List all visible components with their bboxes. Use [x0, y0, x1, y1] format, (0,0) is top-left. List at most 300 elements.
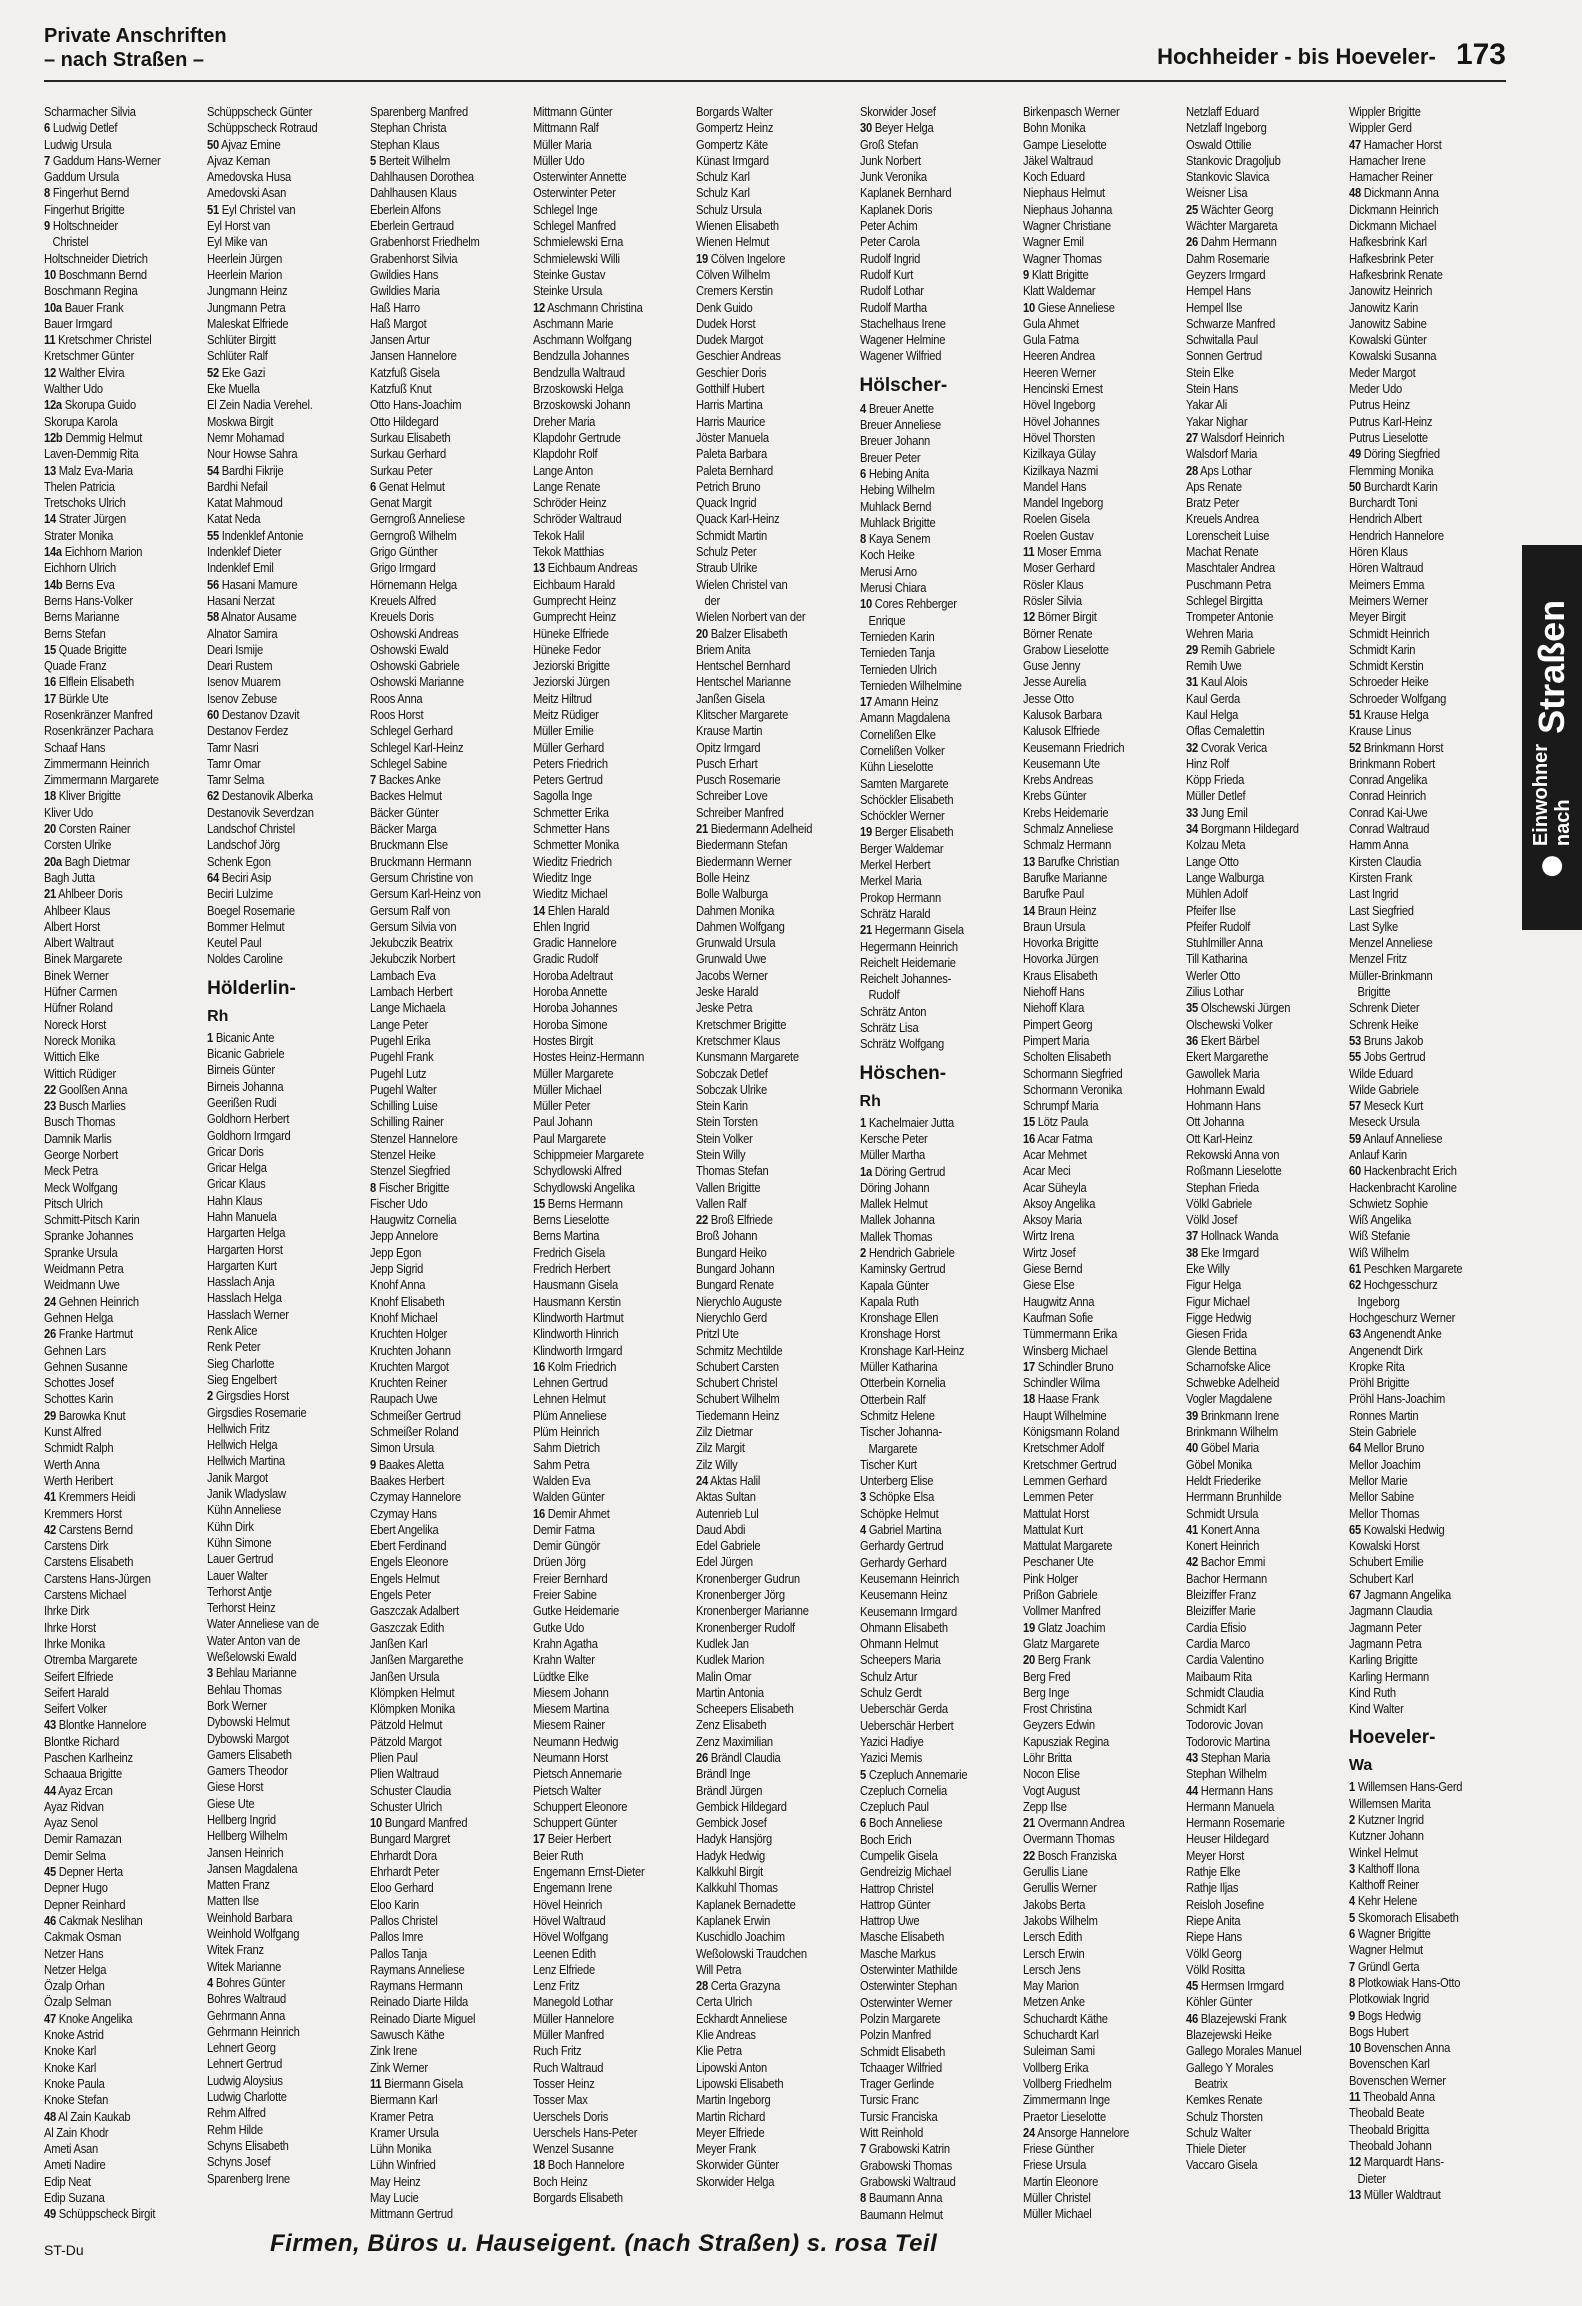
resident-entry: Aschmann Wolfgang: [533, 332, 632, 348]
resident-entry: 42 Bachor Emmi: [1185, 1554, 1265, 1570]
resident-entry: Rosenkränzer Pachara: [44, 723, 154, 739]
district-code: Rh: [207, 1007, 229, 1025]
resident-entry: 14 Strater Jürgen: [44, 511, 127, 527]
resident-entry: Strater Monika: [44, 527, 114, 543]
resident-entry: 17 Beier Herbert: [533, 1831, 612, 1847]
house-number: 28: [1185, 462, 1198, 478]
resident-entry: Beier Ruth: [533, 1847, 584, 1863]
resident-entry: 4 Gabriel Martina: [859, 1522, 941, 1538]
house-number: 9: [370, 1456, 377, 1472]
resident-entry: Daud Abdi: [696, 1521, 746, 1537]
house-number: 12b: [44, 429, 63, 445]
house-number: 4: [1348, 1893, 1355, 1909]
resident-entry: Kretschmer Brigitte: [696, 1016, 787, 1032]
resident-entry: Sieg Engelbert: [207, 1371, 277, 1387]
resident-entry: Ayaz Senol: [44, 1815, 98, 1831]
resident-entry: Destanovik Severdzan: [207, 804, 314, 820]
resident-entry: Völkl Josef: [1185, 1212, 1237, 1228]
house-number: 22: [696, 1212, 709, 1228]
resident-entry: Thelen Patricia: [44, 478, 115, 494]
resident-entry: Maibaum Rita: [1185, 1668, 1252, 1684]
resident-entry: Zilz Willy: [696, 1456, 738, 1472]
resident-entry: Kronshage Horst: [859, 1326, 940, 1342]
resident-entry: Gricar Doris: [207, 1143, 264, 1159]
resident-entry: El Zein Nadia Verehel.: [207, 397, 313, 413]
resident-entry: Cumpelik Gisela: [859, 1847, 938, 1863]
resident-entry: Berger Waldemar: [859, 840, 943, 856]
resident-entry: Hamacher Reiner: [1348, 169, 1433, 185]
resident-entry: Niehoff Hans: [1022, 984, 1084, 1000]
resident-entry: Goldhorn Herbert: [207, 1111, 290, 1127]
resident-entry: Gamers Theodor: [207, 1763, 288, 1779]
resident-entry: 12b Demmig Helmut: [44, 429, 143, 445]
resident-entry: Conrad Angelika: [1348, 772, 1428, 788]
street-heading: Hölderlin-: [207, 977, 296, 999]
resident-entry: Vallen Ralf: [696, 1195, 747, 1211]
house-number: 16: [533, 1358, 546, 1374]
resident-entry: Heldt Friederike: [1185, 1472, 1261, 1488]
house-number: 10: [1022, 299, 1035, 315]
header-divider: [44, 80, 1506, 82]
resident-entry: Depner Hugo: [44, 1880, 108, 1896]
resident-entry: Gallego Morales Manuel: [1185, 2043, 1302, 2059]
resident-entry: Meitz Hiltrud: [533, 690, 593, 706]
house-number: 29: [1185, 641, 1198, 657]
resident-entry: Eloo Gerhard: [370, 1880, 434, 1896]
resident-entry: Simon Ursula: [370, 1440, 435, 1456]
resident-entry: Wirtz Irena: [1022, 1228, 1074, 1244]
resident-entry: Edel Gabriele: [696, 1538, 761, 1554]
resident-entry: Özalp Selman: [44, 1994, 112, 2010]
resident-entry: Wieditz Inge: [533, 869, 592, 885]
directory-columns: [44, 104, 1506, 2224]
resident-entry: Ludwig Aloysius: [207, 2072, 283, 2088]
resident-entry: Mattulat Margarete: [1022, 1538, 1112, 1554]
resident-entry: Hahn Klaus: [207, 1192, 263, 1208]
resident-entry: Czymay Hans: [370, 1505, 437, 1521]
resident-entry: Roelen Gisela: [1022, 511, 1090, 527]
house-number: 13: [1348, 2186, 1361, 2202]
resident-entry: Keusemann Irmgard: [859, 1603, 957, 1619]
resident-entry: Ueberschär Herbert: [859, 1717, 954, 1733]
resident-entry: Schulz Gerdt: [859, 1685, 922, 1701]
resident-entry: 5 Czepluch Annemarie: [859, 1766, 967, 1782]
resident-entry: 7 Gründl Gerta: [1348, 1958, 1420, 1974]
house-number: 53: [1348, 1032, 1361, 1048]
resident-entry: Mandel Hans: [1022, 478, 1086, 494]
resident-entry: Schippmeier Margarete: [533, 1147, 645, 1162]
resident-entry: Kapala Ruth: [859, 1293, 919, 1309]
resident-entry: Pietsch Walter: [533, 1782, 602, 1798]
resident-entry: Klindworth Irmgard: [533, 1342, 623, 1358]
resident-entry: 55 Indenklef Antonie: [207, 527, 304, 543]
resident-entry: Stephan Frieda: [1185, 1179, 1259, 1195]
resident-entry: Lehnen Helmut: [533, 1391, 606, 1407]
resident-entry: Pitsch Ulrich: [44, 1195, 103, 1211]
resident-entry: Klie Andreas: [696, 2027, 757, 2043]
resident-entry: Pröhl Brigitte: [1348, 1375, 1410, 1391]
house-number: 43: [1185, 1749, 1198, 1765]
resident-entry: Hamacher Irene: [1348, 152, 1426, 168]
resident-entry: Thiele Dieter: [1185, 2141, 1246, 2157]
resident-entry: Otto Hildegard: [370, 413, 439, 429]
resident-entry: Schlegel Manfred: [533, 218, 617, 234]
resident-entry: Kraus Elisabeth: [1022, 967, 1098, 983]
resident-entry: Junk Norbert: [859, 152, 921, 168]
resident-entry: Geyzers Irmgard: [1185, 266, 1266, 282]
resident-entry: Krause Martin: [696, 723, 763, 739]
resident-entry: Kretschmer Gertrud: [1022, 1456, 1117, 1472]
resident-entry: Schormann Veronika: [1022, 1081, 1122, 1097]
resident-entry: Jesse Otto: [1022, 690, 1074, 706]
resident-entry: Pallos Christel: [370, 1912, 438, 1928]
resident-entry: Laven-Demmig Rita: [44, 446, 139, 462]
resident-entry: Wehren Maria: [1185, 625, 1253, 641]
resident-entry: Kapala Günter: [859, 1277, 929, 1293]
resident-entry: 20 Balzer Elisabeth: [696, 625, 788, 641]
resident-entry: 16 Demir Ahmet: [533, 1505, 610, 1521]
resident-entry: Lehnert Gertrud: [207, 2056, 283, 2072]
resident-entry: Reisloh Josefine: [1185, 1896, 1264, 1912]
resident-entry: Gutke Heidemarie: [533, 1603, 620, 1619]
resident-entry: Will Petra: [696, 1961, 742, 1977]
resident-entry: Rehm Hilde: [207, 2121, 263, 2137]
resident-entry: Künast Irmgard: [696, 152, 770, 168]
resident-entry: Seifert Elfriede: [44, 1668, 114, 1684]
resident-entry: Gendreizig Michael: [859, 1864, 951, 1880]
resident-entry: Roßmann Lieselotte: [1185, 1163, 1282, 1179]
house-number: 28: [696, 1978, 709, 1994]
house-number: 52: [207, 364, 220, 380]
resident-entry: 52 Eke Gazi: [207, 364, 266, 380]
resident-entry: Gutke Udo: [533, 1619, 585, 1635]
resident-entry: Kaul Helga: [1185, 706, 1238, 722]
resident-entry: Gerhardy Gertrud: [859, 1538, 944, 1554]
resident-entry: Katat Mahmoud: [207, 495, 283, 511]
resident-entry: Meimers Werner: [1348, 592, 1428, 608]
resident-entry: Weidmann Uwe: [44, 1277, 120, 1293]
resident-entry: Stankovic Dragoljub: [1185, 152, 1281, 168]
resident-entry: Ekert Margarethe: [1185, 1049, 1269, 1065]
resident-entry: Hüneke Fedor: [533, 641, 602, 657]
resident-entry: Schmidt Martin: [696, 527, 768, 543]
resident-entry: Noreck Monika: [44, 1032, 116, 1048]
resident-entry: Bohn Monika: [1022, 120, 1086, 136]
resident-entry: Plotkowiak Ingrid: [1348, 1991, 1430, 2007]
resident-entry: Schrumpf Maria: [1022, 1098, 1098, 1114]
resident-entry: Jansen Hannelore: [370, 348, 457, 364]
resident-entry: Scharmacher Silvia: [44, 104, 136, 119]
resident-entry: 14 Braun Heinz: [1022, 902, 1097, 918]
resident-entry: Ihrke Dirk: [44, 1603, 90, 1619]
house-number: 64: [207, 869, 220, 885]
resident-entry: Drüen Jörg: [533, 1554, 587, 1570]
resident-entry: 26 Dahm Hermann: [1185, 234, 1277, 250]
resident-entry: Stein Hans: [1185, 381, 1238, 397]
house-number: 1: [1348, 1779, 1355, 1795]
resident-entry: Koch Eduard: [1022, 169, 1085, 185]
resident-entry: Berns Stefan: [44, 625, 106, 641]
resident-entry: Maschtaler Andrea: [1185, 560, 1275, 576]
resident-entry: Janßen Margarethe: [370, 1652, 464, 1668]
house-number: 50: [207, 136, 220, 152]
house-number: 46: [1185, 2010, 1198, 2026]
resident-entry: Kramer Ursula: [370, 2124, 439, 2140]
resident-entry: Last Siegfried: [1348, 902, 1414, 918]
resident-entry: 30 Beyer Helga: [859, 120, 934, 136]
resident-entry: Horoba Adeltraut: [533, 967, 614, 983]
house-number: 18: [533, 2157, 546, 2173]
house-number: 32: [1185, 739, 1198, 755]
resident-entry: Heerlein Marion: [207, 266, 283, 282]
resident-entry: Certa Ulrich: [696, 1994, 753, 2010]
directory-column: [860, 104, 1017, 2224]
resident-entry: Moser Gerhard: [1022, 560, 1095, 576]
resident-entry: Behlau Thomas: [207, 1681, 282, 1697]
resident-entry: Czepluch Paul: [859, 1799, 929, 1815]
resident-entry: 7 Backes Anke: [370, 772, 441, 788]
house-number: 11: [370, 2075, 382, 2091]
resident-entry: 11 Biermann Gisela: [370, 2075, 464, 2091]
resident-entry: 41 Konert Anna: [1185, 1521, 1260, 1537]
resident-entry: Ameti Asan: [44, 2141, 98, 2157]
resident-entry: Demir Fatma: [533, 1521, 596, 1537]
resident-entry: Klatt Waldemar: [1022, 283, 1096, 299]
resident-entry: Netzer Hans: [44, 1945, 104, 1961]
resident-entry: Engels Peter: [370, 1587, 432, 1603]
resident-entry: Schmidt Elisabeth: [859, 2043, 945, 2059]
resident-entry: Jepp Egon: [370, 1244, 422, 1260]
resident-entry: Reichelt Heidemarie: [859, 954, 956, 970]
resident-entry: Bachor Hermann: [1185, 1570, 1267, 1586]
resident-entry: 34 Borgmann Hildegard: [1185, 821, 1299, 837]
resident-entry: Gawollek Maria: [1185, 1065, 1260, 1081]
resident-entry: Müller Peter: [533, 1098, 591, 1114]
resident-entry: Hasslach Werner: [207, 1306, 289, 1322]
resident-entry: Lange Renate: [533, 478, 601, 494]
resident-entry: 13 Eichbaum Andreas: [533, 560, 638, 576]
resident-entry: Jesse Aurelia: [1022, 674, 1086, 690]
house-number: 12: [1348, 2154, 1361, 2170]
resident-entry: Krebs Heidemarie: [1022, 804, 1109, 820]
resident-entry: Mattulat Kurt: [1022, 1521, 1083, 1537]
resident-entry: Hegermann Heinrich: [859, 938, 958, 954]
house-number: 39: [1185, 1407, 1198, 1423]
resident-entry: Kronenberger Marianne: [696, 1603, 810, 1619]
house-number: 7: [1348, 1958, 1355, 1974]
resident-entry: Schlegel Inge: [533, 201, 598, 217]
house-number: 41: [1185, 1521, 1198, 1537]
resident-entry: Wirtz Josef: [1022, 1244, 1076, 1260]
resident-entry: Schydlowski Alfred: [533, 1163, 622, 1179]
house-number: 21: [44, 886, 56, 902]
resident-entry: Hafkesbrink Karl: [1348, 234, 1427, 250]
resident-entry: Horoba Simone: [533, 1016, 608, 1032]
resident-entry: Wippler Brigitte: [1348, 104, 1421, 119]
resident-entry: Harris Martina: [696, 397, 764, 413]
resident-entry: 8 Plotkowiak Hans-Otto: [1348, 1974, 1461, 1990]
resident-entry: Stachelhaus Irene: [859, 315, 946, 331]
resident-entry: Lange Otto: [1185, 853, 1239, 869]
resident-entry: Schrenk Heike: [1348, 1016, 1419, 1032]
resident-entry: Sagolla Inge: [533, 788, 593, 804]
resident-entry: Freier Bernhard: [533, 1570, 608, 1586]
resident-entry: Last Sylke: [1348, 918, 1398, 934]
resident-entry: Surkau Peter: [370, 462, 433, 478]
resident-entry: Autenrieb Lul: [696, 1505, 759, 1521]
house-number: 16: [44, 674, 56, 690]
resident-entry: Giese Ute: [207, 1795, 255, 1811]
resident-entry: Schüppscheck Rotraud: [207, 120, 318, 136]
resident-entry: Lange Peter: [370, 1016, 429, 1032]
resident-entry: Wittich Rüdiger: [44, 1065, 116, 1081]
resident-entry: 32 Cvorak Verica: [1185, 739, 1267, 755]
resident-entry: Schöckler Werner: [859, 808, 945, 824]
resident-entry: Nierychlo Gerd: [696, 1309, 768, 1325]
resident-entry: Kalkkuhl Thomas: [696, 1880, 779, 1896]
resident-entry: Schrätz Lisa: [859, 1020, 918, 1036]
house-number: 15: [1022, 1114, 1035, 1130]
house-number: 46: [44, 1912, 56, 1928]
resident-entry: Merusi Arno: [859, 563, 917, 579]
directory-column: [1349, 104, 1506, 2224]
resident-entry: Eyl Mike van: [207, 234, 268, 250]
resident-entry: Braun Ursula: [1022, 918, 1085, 934]
resident-entry: Schlegel Karl-Heinz: [370, 739, 464, 755]
resident-entry: Kaplanek Doris: [859, 201, 932, 217]
resident-entry: Löhr Britta: [1022, 1749, 1072, 1765]
resident-entry: Jagmann Peter: [1348, 1619, 1422, 1635]
resident-entry: Ehlen Ingrid: [533, 918, 590, 934]
resident-entry: Sahm Petra: [533, 1456, 590, 1472]
house-number: 15: [533, 1195, 546, 1211]
resident-entry: Dudek Margot: [696, 332, 764, 348]
resident-entry: Hausmann Gisela: [533, 1277, 619, 1293]
house-number: 10: [44, 266, 56, 282]
resident-entry: Gampe Lieselotte: [1022, 136, 1107, 152]
resident-entry: Gompertz Käte: [696, 136, 769, 152]
resident-entry: Samten Margarete: [859, 775, 949, 791]
resident-entry: Vogler Magdalene: [1185, 1391, 1272, 1407]
resident-entry: Kropke Rita: [1348, 1358, 1405, 1374]
resident-entry: Horoba Johannes: [533, 1000, 618, 1016]
resident-entry: Dybowski Helmut: [207, 1714, 290, 1730]
resident-entry: Barufke Paul: [1022, 886, 1084, 902]
resident-entry: Ronnes Martin: [1348, 1407, 1419, 1423]
resident-entry: Junk Veronika: [859, 169, 927, 185]
resident-entry: 35 Olschewski Jürgen: [1185, 1000, 1290, 1016]
resident-entry: Mattulat Horst: [1022, 1505, 1089, 1521]
resident-entry: Müller Maria: [533, 136, 592, 152]
resident-entry: 20a Bagh Dietmar: [44, 853, 130, 869]
resident-entry: 39 Brinkmann Irene: [1185, 1407, 1279, 1423]
resident-entry: Haugwitz Cornelia: [370, 1212, 457, 1228]
resident-entry: Gerullis Liane: [1022, 1864, 1088, 1880]
house-number: 25: [1185, 201, 1198, 217]
resident-entry: Hamm Anna: [1348, 837, 1409, 853]
house-number: 16: [533, 1505, 546, 1521]
resident-entry: Brändl Inge: [696, 1766, 751, 1782]
resident-entry: 19 Cölven Ingelore: [696, 250, 786, 266]
resident-entry: Kühn Dirk: [207, 1518, 254, 1534]
house-number: 9: [44, 218, 50, 234]
resident-entry: Müller Emilie: [533, 723, 594, 739]
resident-entry: Burchardt Toni: [1348, 495, 1418, 511]
resident-entry: Rudolf Lothar: [859, 283, 924, 299]
house-number: 8: [370, 1179, 377, 1195]
resident-entry: Knoke Karl: [44, 2059, 97, 2075]
house-number: 12a: [44, 397, 62, 413]
resident-entry: Pink Holger: [1022, 1570, 1078, 1586]
resident-entry: Wächter Margareta: [1185, 218, 1278, 234]
resident-entry: Meyer Horst: [1185, 1847, 1244, 1863]
resident-entry: Isenov Zebuse: [207, 690, 278, 706]
resident-entry: Klömpken Helmut: [370, 1684, 455, 1700]
house-number: 17: [1022, 1358, 1035, 1374]
resident-entry: Deari Rustem: [207, 658, 273, 674]
resident-entry: Fredrich Gisela: [533, 1244, 606, 1260]
resident-entry: Gallego Y Morales: [1185, 2059, 1273, 2075]
resident-entry: Grabowski Thomas: [859, 2157, 952, 2173]
resident-entry: Hafkesbrink Renate: [1348, 266, 1443, 282]
resident-entry: 60 Hackenbracht Erich: [1348, 1163, 1457, 1179]
resident-entry: 6 Genat Helmut: [370, 478, 445, 494]
resident-entry: 56 Hasani Mamure: [207, 576, 298, 592]
resident-entry: Prißon Gabriele: [1022, 1587, 1098, 1603]
resident-entry: Masche Markus: [859, 1945, 936, 1961]
resident-entry: Bommer Helmut: [207, 918, 285, 934]
resident-entry: 50 Ajvaz Emine: [207, 136, 281, 152]
resident-entry: Uerschels Hans-Peter: [533, 2124, 638, 2140]
resident-entry: Heeren Werner: [1022, 364, 1096, 380]
house-number: 52: [1348, 739, 1361, 755]
resident-entry: Backes Helmut: [370, 788, 443, 804]
resident-entry: Hahn Manuela: [207, 1209, 277, 1224]
resident-entry: Peters Gertrud: [533, 772, 604, 788]
resident-entry: Janßen Karl: [370, 1635, 428, 1651]
resident-entry: Merkel Herbert: [859, 857, 930, 873]
house-number: 24: [44, 1293, 56, 1309]
resident-entry: 21 Hegermann Gisela: [859, 922, 964, 938]
resident-entry: Tiedemann Heinz: [696, 1407, 780, 1423]
resident-entry: 16 Kolm Friedrich: [533, 1358, 617, 1374]
resident-entry: Schuchardt Karl: [1022, 2027, 1099, 2043]
resident-entry: Berns Martina: [533, 1228, 600, 1244]
resident-entry: Plüm Anneliese: [533, 1407, 607, 1423]
house-number: 7: [370, 772, 377, 788]
resident-entry: Ameti Nadire: [44, 2157, 106, 2173]
resident-entry: Brinkmann Wilhelm: [1185, 1424, 1278, 1440]
resident-entry: 49 Döring Siegfried: [1348, 446, 1440, 462]
resident-entry: Haugwitz Anna: [1022, 1293, 1094, 1309]
resident-entry: Gehnen Susanne: [44, 1358, 128, 1374]
resident-entry: Boch Heinz: [533, 2173, 588, 2189]
resident-entry: Schuster Ulrich: [370, 1798, 443, 1814]
house-number: 8: [44, 185, 50, 201]
resident-entry: Netzer Helga: [44, 1961, 107, 1977]
header-range: [1157, 38, 1506, 72]
resident-entry: Bohres Waltraud: [207, 1991, 287, 2007]
resident-entry: Maleskat Elfriede: [207, 315, 289, 331]
resident-entry: Kizilkaya Gülay: [1022, 446, 1096, 462]
resident-entry: Hostes Heinz-Hermann: [533, 1049, 645, 1065]
house-number: 2: [1348, 1811, 1355, 1827]
resident-entry: Grunwald Uwe: [696, 951, 767, 967]
resident-entry: Gersum Silvia von: [370, 918, 457, 934]
resident-entry: Unterberg Elise: [859, 1473, 933, 1489]
resident-entry: Broß Johann: [696, 1228, 758, 1244]
resident-entry: Gehnen Helga: [44, 1309, 114, 1325]
